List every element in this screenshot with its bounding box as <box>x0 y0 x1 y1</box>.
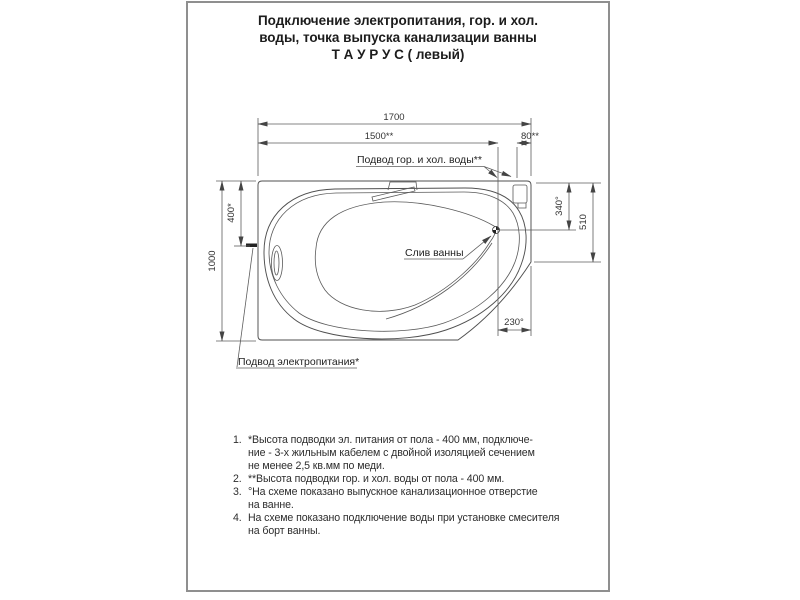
drawing-sheet <box>186 1 610 592</box>
dim-80-value: 80** <box>521 131 539 142</box>
note-item-2 <box>233 473 578 486</box>
drawing-title <box>188 12 608 63</box>
dim-1500-value: 1500** <box>364 131 394 142</box>
note-line: на борт ванны. <box>248 525 321 537</box>
note-text <box>248 473 578 486</box>
dim-400-value: 400* <box>226 203 237 223</box>
dim-1700-value: 1700 <box>383 112 405 123</box>
note-item-4 <box>233 512 578 538</box>
note-number: 2. <box>233 473 242 485</box>
title-line-2: воды, точка выпуска канализации ванны <box>259 30 537 45</box>
dim-510-value: 510 <box>578 214 589 230</box>
note-line: не менее 2,5 кв.мм по меди. <box>248 460 385 472</box>
dim-1000-value: 1000 <box>207 250 218 272</box>
note-line: на ванне. <box>248 499 294 511</box>
note-line: *Высота подводки эл. питания от пола - 400 мм, подключе- <box>248 434 533 446</box>
note-item-3 <box>233 486 578 512</box>
drain-label: Слив ванны <box>405 247 464 259</box>
note-line: **Высота подводки гор. и хол. воды от пола - 400 мм. <box>248 473 505 485</box>
note-text <box>248 434 578 473</box>
note-text <box>248 486 578 512</box>
title-line-1: Подключение электропитания, гор. и хол. <box>257 13 539 28</box>
note-number: 1. <box>233 434 242 446</box>
note-item-1 <box>233 434 578 473</box>
note-line: На схеме показано подключение воды при установке смесителя <box>248 512 560 524</box>
dim-230-value: 230° <box>504 317 524 328</box>
note-line: °На схеме показано выпускное канализационное отверстие <box>248 486 538 498</box>
title-line-3: Т А У Р У С ( левый) <box>331 47 465 62</box>
dim-340-value: 340° <box>554 196 565 216</box>
notes-block <box>233 434 578 538</box>
power-supply-label: Подвод электропитания* <box>238 356 360 368</box>
water-supply-label: Подвод гор. и хол. воды** <box>357 154 482 166</box>
note-line: ние - 3-х жильным кабелем с двойной изоляцией сечением <box>248 447 535 459</box>
note-number: 4. <box>233 512 242 524</box>
note-number: 3. <box>233 486 242 498</box>
note-text <box>248 512 578 538</box>
